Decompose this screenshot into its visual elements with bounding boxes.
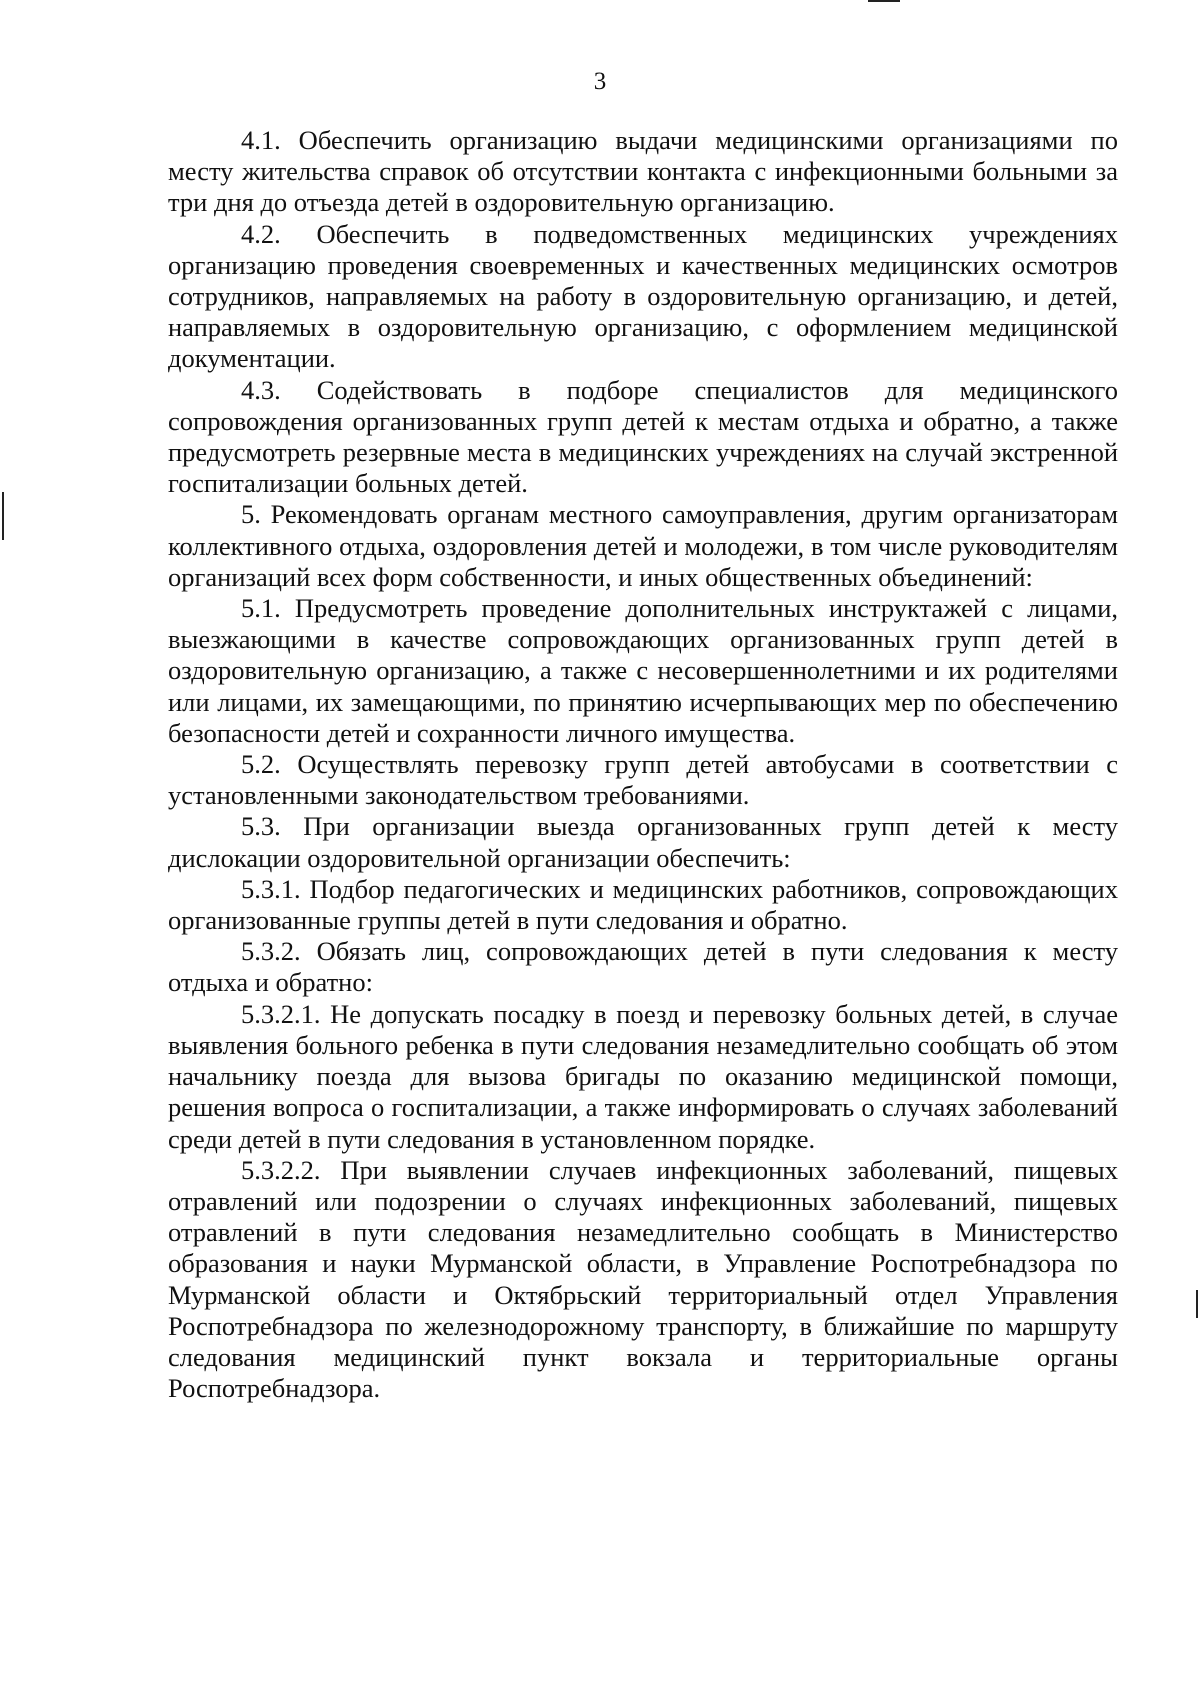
paragraph-4-3: 4.3. Содействовать в подборе специалистов для медицинского сопровождения организованных групп детей к местам отдыха и обратно, а также предусмотреть резервные места в медицинских учреждениях на случай экстренной госпитализации больных детей. xyxy=(168,374,1118,499)
paragraph-5-3: 5.3. При организации выезда организованных групп детей к месту дислокации оздоровительной организации обеспечить: xyxy=(168,811,1118,873)
paragraph-4-2: 4.2. Обеспечить в подведомственных медицинских учреждениях организацию проведения своевременных и качественных медицинских осмотров сотрудников, направляемых на работу в оздоровительную организацию, и детей, направляемых в оздоровительную организацию, с оформлением медицинской документации. xyxy=(168,218,1118,374)
paragraph-4-1: 4.1. Обеспечить организацию выдачи медицинскими организациями по месту жительства справок об отсутствии контакта с инфекционными больными за три дня до отъезда детей в оздоровительную организацию. xyxy=(168,125,1118,218)
scan-artifact xyxy=(2,492,4,540)
paragraph-5-2: 5.2. Осуществлять перевозку групп детей автобусами в соответствии с установленными законодательством требованиями. xyxy=(168,749,1118,811)
paragraph-5: 5. Рекомендовать органам местного самоуправления, другим организаторам коллективного отдыха, оздоровления детей и молодежи, в том числе руководителям организаций всех форм собственности, и иных общественных объединений: xyxy=(168,499,1118,592)
document-body xyxy=(168,125,1118,1404)
paragraph-5-3-2-2: 5.3.2.2. При выявлении случаев инфекционных заболеваний, пищевых отравлений или подозрении о случаях инфекционных заболеваний, пищевых отравлений в пути следования незамедлительно сообщать в Министерство образования и науки Мурманской области, в Управление Роспотребнадзора по Мурманской области и Октябрьский территориальный отдел Управления Роспотребнадзора по железнодорожному транспорту, в ближайшие по маршруту следования медицинский пункт вокзала и территориальные органы Роспотребнадзора. xyxy=(168,1154,1118,1404)
page-number: 3 xyxy=(593,68,607,95)
paragraph-5-3-2: 5.3.2. Обязать лиц, сопровождающих детей в пути следования к месту отдыха и обратно: xyxy=(168,936,1118,998)
paragraph-5-1: 5.1. Предусмотреть проведение дополнительных инструктажей с лицами, выезжающими в качестве сопровождающих организованных групп детей в оздоровительную организацию, а также с несовершеннолетними и их родителями или лицами, их замещающими, по принятию исчерпывающих мер по обеспечению безопасности детей и сохранности личного имущества. xyxy=(168,593,1118,748)
scan-artifact xyxy=(868,0,900,2)
scan-artifact xyxy=(1196,1290,1198,1318)
paragraph-5-3-1: 5.3.1. Подбор педагогических и медицинских работников, сопровождающих организованные группы детей в пути следования и обратно. xyxy=(168,873,1118,936)
paragraph-5-3-2-1: 5.3.2.1. Не допускать посадку в поезд и перевозку больных детей, в случае выявления больного ребенка в пути следования незамедлительно сообщать об этом начальнику поезда для вызова бригады по оказанию медицинской помощи, решения вопроса о госпитализации, а также информировать о случаях заболеваний среди детей в пути следования в установленном порядке. xyxy=(168,998,1118,1154)
